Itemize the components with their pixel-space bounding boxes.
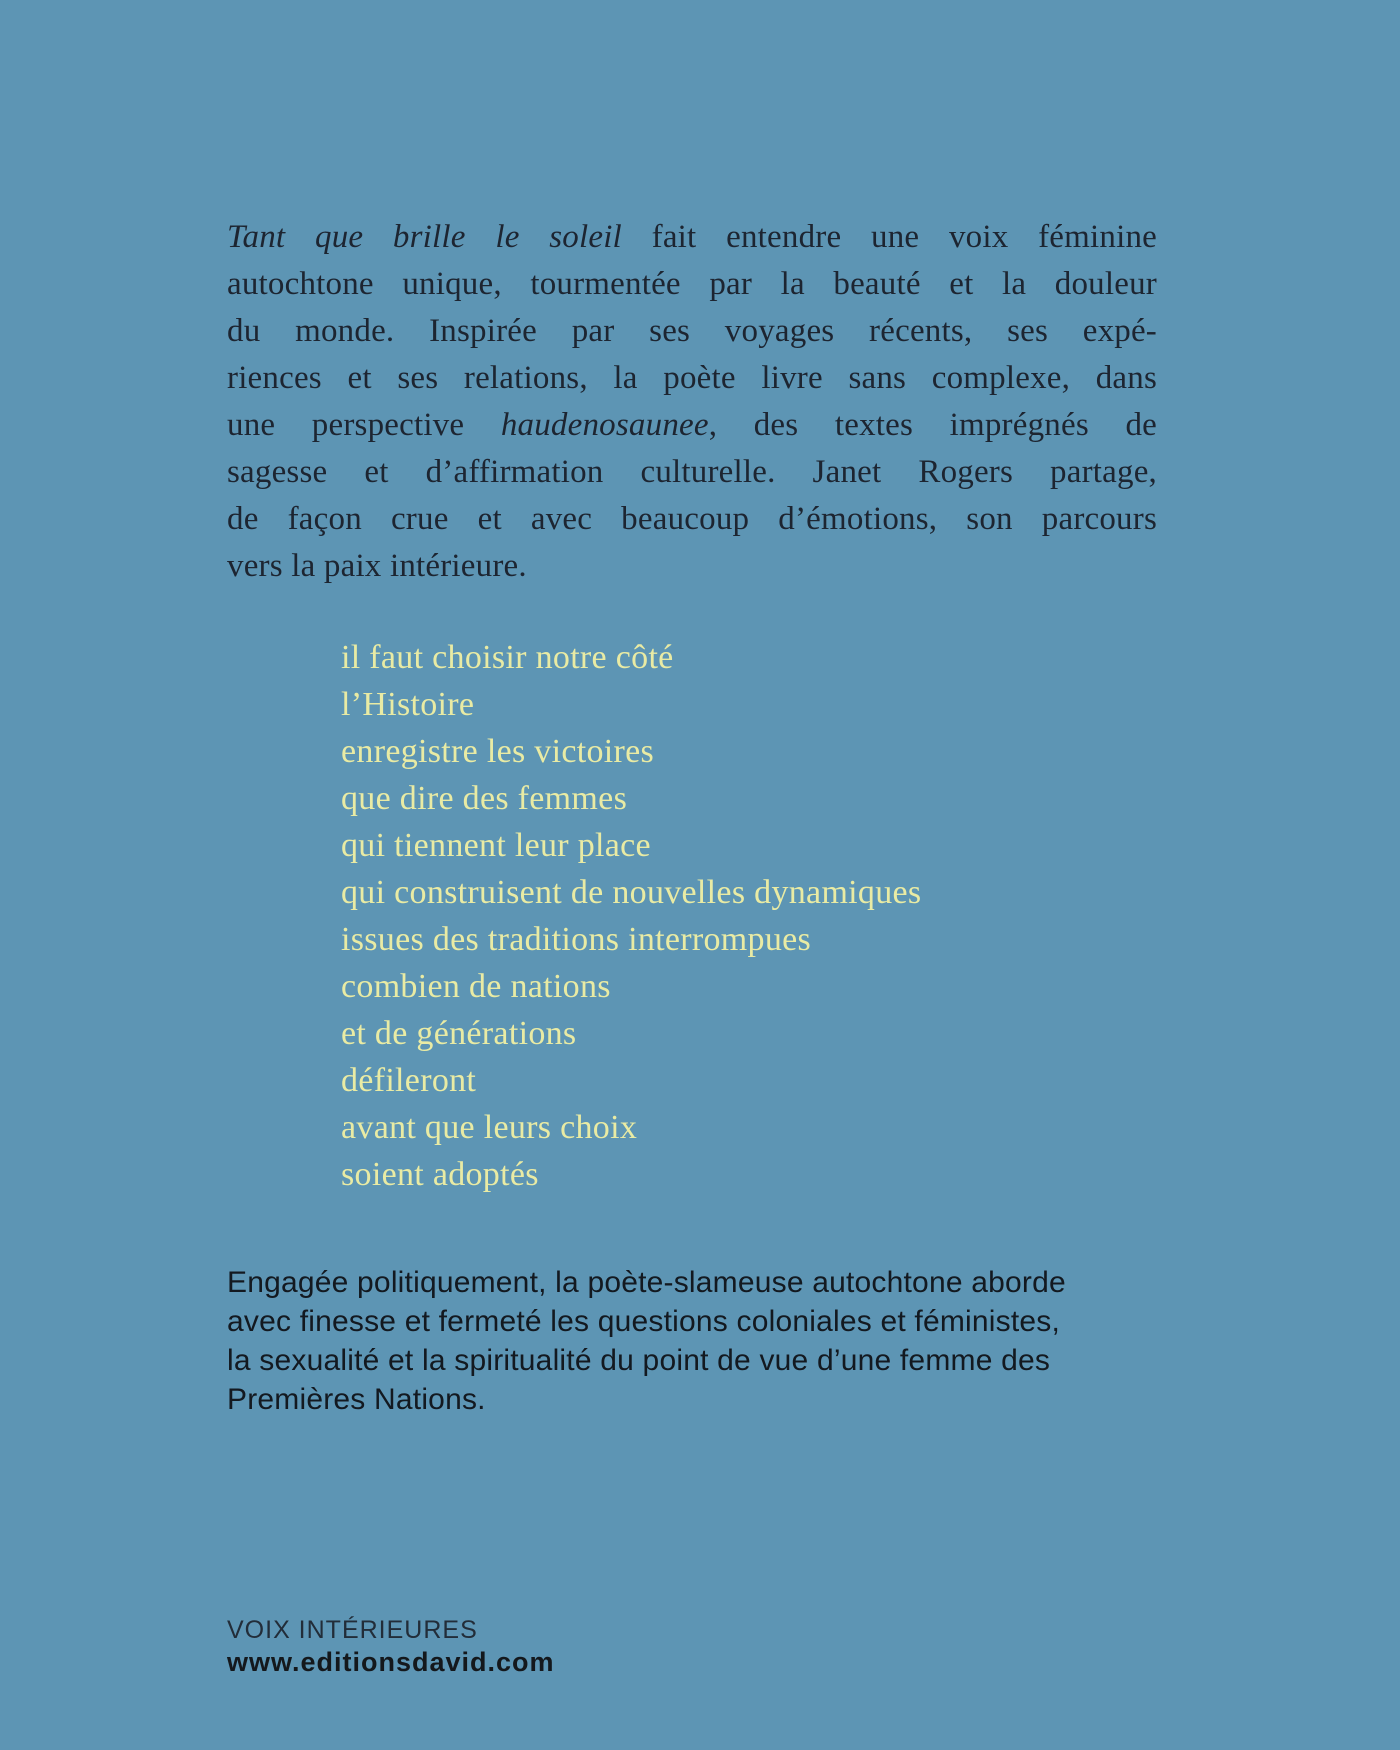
poem-line: et de générations [341, 1015, 577, 1052]
collection-name: VOIX INTÉRIEURES [227, 1616, 478, 1644]
poem-line: soient adoptés [341, 1156, 539, 1193]
outro-line: avec finesse et fermeté les questions coloniales et féministes, [227, 1305, 1061, 1338]
outro-paragraph [227, 1263, 1187, 1419]
intro-line: de façon crue et avec beaucoup d’émotions, son parcours [227, 501, 1157, 537]
intro-line: vers la paix intérieure. [227, 548, 527, 584]
outro-line: Engagée politiquement, la poète-slameuse autochtone aborde [227, 1266, 1066, 1299]
poem-line: que dire des femmes [341, 780, 628, 817]
intro-paragraph [227, 214, 1157, 590]
book-title-italic: Tant que brille le soleil [227, 219, 622, 255]
poem-line: avant que leurs choix [341, 1109, 638, 1146]
poem-line: combien de nations [341, 968, 611, 1005]
intro-line: sagesse et d’affirmation culturelle. Janet Rogers partage, [227, 454, 1157, 490]
poem-line: défileront [341, 1062, 477, 1099]
poem-line: l’Histoire [341, 686, 475, 723]
intro-line [227, 402, 1157, 449]
intro-line: du monde. Inspirée par ses voyages récents, ses expé- [227, 313, 1157, 349]
poem-line: qui construisent de nouvelles dynamiques [341, 874, 922, 911]
outro-line: Premières Nations. [227, 1383, 486, 1416]
intro-line [227, 214, 1157, 261]
intro-line-text: une perspective [227, 407, 501, 443]
poem-line: qui tiennent leur place [341, 827, 651, 864]
poem-line: enregistre les victoires [341, 733, 655, 770]
poem-line: il faut choisir notre côté [341, 639, 674, 676]
intro-line: riences et ses relations, la poète livre sans complexe, dans [227, 360, 1157, 396]
poem-line: issues des traditions interrompues [341, 921, 812, 958]
intro-line: autochtone unique, tourmentée par la beauté et la douleur [227, 266, 1157, 302]
outro-line: la sexualité et la spiritualité du point de vue d’une femme des [227, 1344, 1051, 1377]
publisher-website: www.editionsdavid.com [227, 1647, 555, 1677]
intro-line-text: fait entendre une voix féminine [621, 219, 1157, 255]
intro-line-text: , des textes imprégnés de [708, 407, 1157, 443]
poem-excerpt [341, 634, 1141, 1198]
haudenosaunee-italic: haudenosaunee [500, 407, 709, 443]
publisher-footer [227, 1615, 555, 1679]
